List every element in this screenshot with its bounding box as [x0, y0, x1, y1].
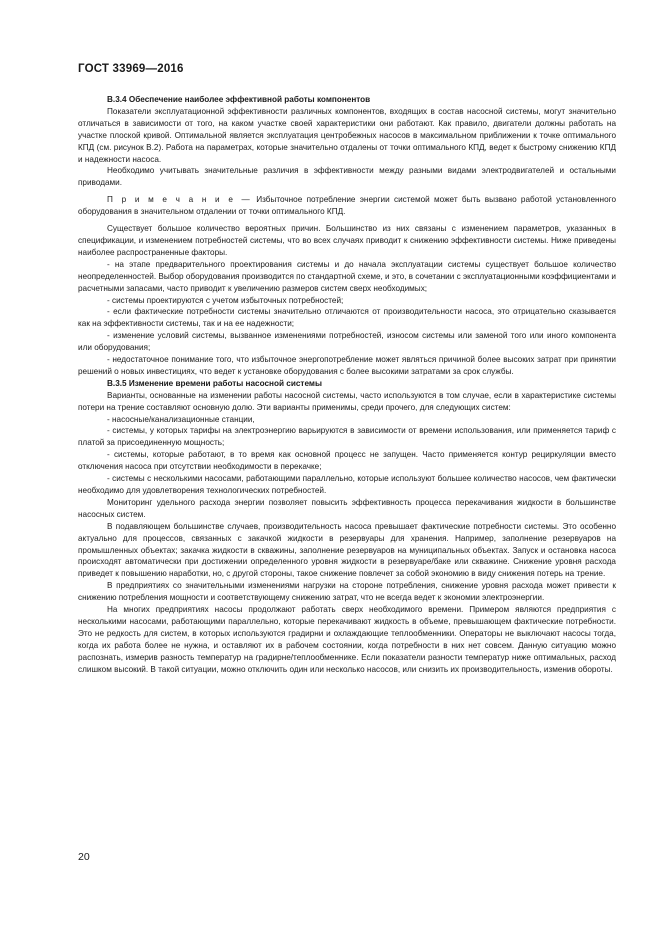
- note-label: П р и м е ч а н и е —: [107, 195, 252, 205]
- paragraph: В предприятиях со значительными изменениями нагрузки на стороне потребления, снижение уровня расхода может привести к снижению потребления мощности и соответствующему снижению затрат, что не всегда ведет к экономии электроэнергии.: [78, 581, 616, 603]
- list-item: - насосные/канализационные станции,: [107, 414, 255, 424]
- paragraph: Варианты, основанные на изменении работы насосной системы, часто используются в том случае, если в характеристике системы потери на трение составляют основную долю. Эти варианты применимы, среди прочего, для следующих систем:: [78, 390, 616, 412]
- list-item: - на этапе предварительного проектирования системы и до начала эксплуатации системы существует большое количество неопределенностей. Выбор оборудования производится по стандартной схеме, и это, в сочетании с эксплуатационными коэффициентами и расчетными запасами, часто приводит к увеличению размеров систем сверх необходимых;: [78, 259, 616, 293]
- list-item: - недостаточное понимание того, что избыточное энергопотребление может являться причиной более высоких затрат при принятии решений о новых инвестициях, что ведет к установке оборудования с более высокими затратами за срок службы.: [78, 355, 616, 376]
- list-item: - системы, у которых тарифы на электроэнергию варьируются в зависимости от времени использования, или применяется тариф с платой за присоединенную мощность;: [78, 426, 616, 448]
- paragraph: Необходимо учитывать значительные различия в эффективности между разными видами электродвигателей и остальными приводами.: [78, 166, 616, 188]
- page-body: [78, 94, 616, 676]
- paragraph: Показатели эксплуатационной эффективности различных компонентов, входящих в состав насосной системы, могут значительно отличаться в зависимости от того, на каком участке своей характеристики они работают. Как правило, двигатели должны работать на участке плоской кривой. Оптимальной является эксплуатация центробежных насосов в максимальном приближении к точке оптимального КПД (см. рисунок В.2). Работа на параметрах, которые значительно отдалены от точки оптимального КПД, ведет к быстрому снижению КПД и надежности насоса.: [78, 106, 616, 164]
- list-item: - если фактические потребности системы значительно отличаются от производительности насоса, это отрицательно сказывается как на эффективности системы, так и на ее надежности;: [78, 307, 616, 329]
- note-text: Избыточное потребление энергии системой может быть вызвано работой установленного оборудования в значительном отдалении от точки оптимального КПД.: [78, 195, 616, 217]
- paragraph: Существует большое количество вероятных причин. Большинство из них связаны с изменением параметров, указанных в спецификации, и изменением потребностей системы, что во всех случаях приводит к снижению эффективности системы. Ниже приведены наиболее распространенные факторы.: [78, 224, 616, 257]
- paragraph: В подавляющем большинстве случаев, производительность насоса превышает фактические потребности системы. Это особенно актуально для процессов, связанных с закачкой жидкости в резервуары для хранения. Например, заполнение резервуаров на промышленных объектах; закачка жидкости в скважины, заполнение резервуаров на муниципальных объектах. Запуск и остановка насоса происходят автоматически при достижении определенного уровня жидкости в резервуаре/баке или скважине. Снижение уровня расхода приведет к повышению наработки, но, с другой стороны, такое снижение повлечет за собой экономию в виду снижения потерь на трение.: [78, 521, 616, 579]
- section-heading-b35: В.3.5 Изменение времени работы насосной системы: [107, 378, 322, 388]
- document-header: ГОСТ 33969—2016: [78, 63, 184, 75]
- list-item: - системы проектируются с учетом избыточных потребностей;: [107, 295, 344, 305]
- list-item: - изменение условий системы, вызванное изменениями потребностей, износом системы или заменой того или иного компонента или оборудования;: [78, 331, 616, 353]
- section-heading-b34: В.3.4 Обеспечение наиболее эффективной работы компонентов: [107, 95, 371, 104]
- list-item: - системы с несколькими насосами, работающими параллельно, которые используют большее количество насосов, чем фактически необходимо для удовлетворения технологических потребностей.: [78, 474, 616, 495]
- paragraph: На многих предприятиях насосы продолжают работать сверх необходимого времени. Примером являются предприятия с несколькими насосами, работающими параллельно, которые перекачивают жидкость в объеме, превышающем фактические потребности. Это не редкость для систем, в которых используются градирни и охлаждающие теплообменники. Операторы не выключают насосы тогда, когда их работа более не нужна, и оставляют их в рабочем состоянии, когда потребности в них нет совсем. Данную ситуацию можно распознать, измерив разность температур на градирне/теплообменнике. Если показатели разности температур ниже оптимальных, расход слишком высокий. В такой ситуации, можно отключить один или несколько насосов, или снизить их производительность, изменив обороты.: [78, 605, 616, 674]
- note-paragraph: [78, 194, 616, 218]
- page-number: 20: [78, 851, 90, 863]
- list-item: - системы, которые работают, в то время как основной процесс не запущен. Часто применяется контур рециркуляции вместо отключения насоса при отсутствии необходимости в перекачке;: [78, 450, 616, 472]
- paragraph: Мониторинг удельного расхода энергии позволяет повысить эффективность процесса перекачивания жидкости в большинстве насосных систем.: [78, 497, 616, 519]
